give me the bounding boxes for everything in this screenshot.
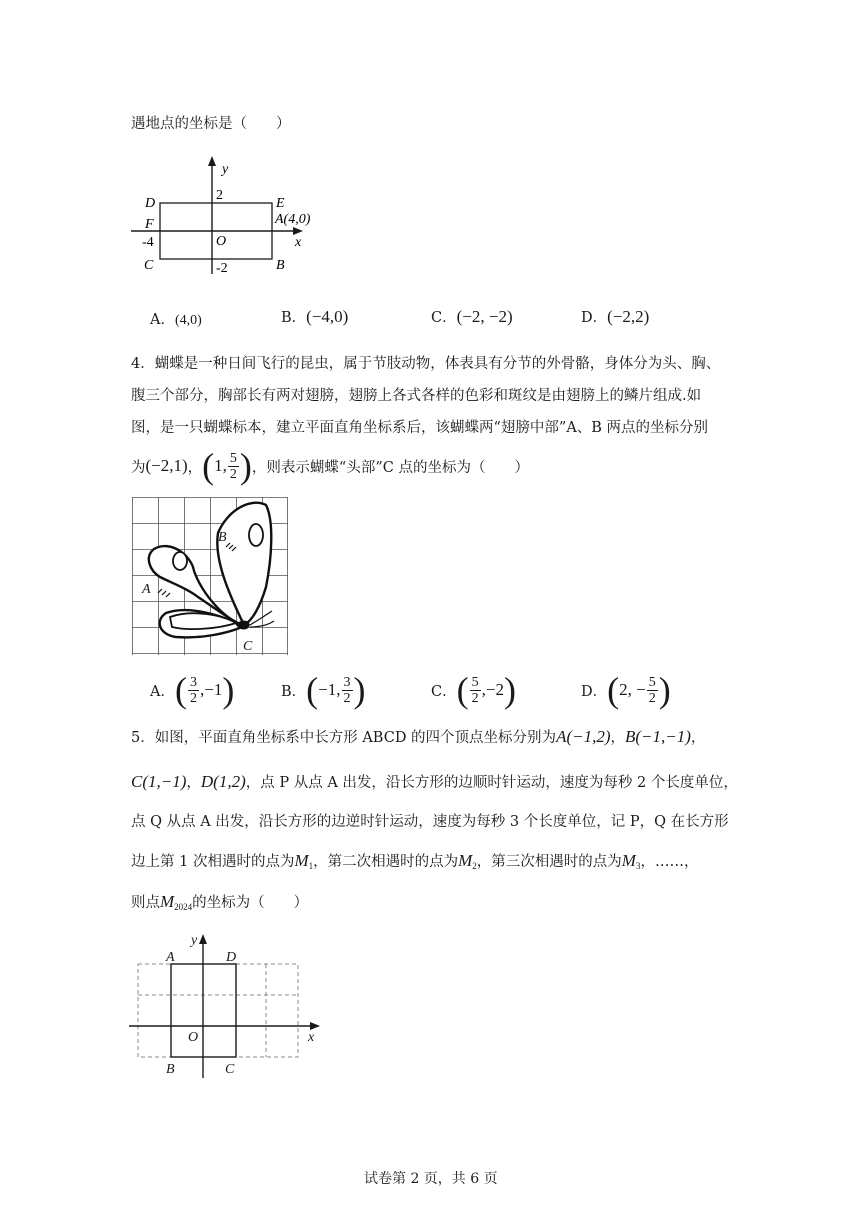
- fig3-label-C: C: [225, 1062, 235, 1077]
- butterfly-label-C: C: [243, 639, 253, 654]
- question-3-tail: 遇地点的坐标是（ ）: [131, 116, 291, 132]
- label-A: A(4,0): [275, 212, 311, 227]
- label-E: E: [276, 196, 285, 211]
- label-F: F: [145, 217, 154, 232]
- q5-line-2: C(1,−1)，D(1,2)，点 P 从点 A 出发，沿长方形的边顺时针运动，速度为每秒 2 个长度单位，: [131, 772, 738, 791]
- y-axis-label: y: [222, 162, 229, 177]
- butterfly-label-A: A: [142, 582, 151, 597]
- q3-option-d[interactable]: D．(−2,2): [581, 307, 650, 326]
- q4-option-a[interactable]: A． ( $\frac{3}{2}$ ,−1 ): [150, 670, 235, 710]
- butterfly-label-B: B: [218, 530, 227, 545]
- q5-coordinate-figure: [126, 928, 328, 1086]
- q5-line-5: 则点$M_{2024}$的坐标为（ ）: [131, 892, 309, 912]
- x-axis-label: x: [295, 235, 302, 250]
- butterfly-grid-figure: [132, 497, 290, 657]
- coord-A: (−2,1): [145, 456, 188, 475]
- label-O: O: [216, 234, 227, 249]
- fig3-label-O: O: [188, 1030, 199, 1045]
- q3-option-a[interactable]: A．(4,0): [150, 312, 202, 328]
- label-2: 2: [216, 188, 223, 203]
- q3-option-b[interactable]: B．(−4,0): [281, 307, 349, 326]
- q4-option-c[interactable]: C． ( $\frac{5}{2}$ ,−2 ): [431, 670, 516, 710]
- q4-option-b[interactable]: B． ( −1, $\frac{3}{2}$ ): [281, 670, 366, 710]
- q5-line-1: 5．如图，平面直角坐标系中长方形 ABCD 的四个顶点坐标分别为A(−1,2)，B(−1,−1)，: [131, 727, 706, 746]
- label-D: D: [145, 196, 156, 211]
- q4-line-4: 为 (−2,1) ， ( 1, $\frac{5}{2}$ ) ，则表示蝴蝶“头部”C 点的坐标为（ ）: [131, 446, 529, 486]
- q4-line-2: 腹三个部分，胸部长有两对翅膀，翅膀上各式各样的色彩和斑纹是由翅膀上的鳞片组成.如: [131, 388, 702, 404]
- fig3-label-A: A: [166, 950, 175, 965]
- q4-line-3: 图，是一只蝴蝶标本，建立平面直角坐标系后，该蝴蝶两“翅膀中部”A、B 两点的坐标分别: [131, 420, 709, 436]
- q3-coordinate-figure: [128, 150, 338, 280]
- q5-line-4: 边上第 1 次相遇时的点为$M_1$，第二次相遇时的点为$M_2$，第三次相遇时的点为$M_3$，……，: [131, 851, 699, 871]
- label-C: C: [144, 258, 154, 273]
- fig3-y-label: y: [191, 933, 198, 948]
- q4-option-d[interactable]: D． ( 2, − $\frac{5}{2}$ ): [581, 670, 671, 710]
- fig3-x-label: x: [308, 1030, 315, 1045]
- page-footer: 试卷第 2 页，共 6 页: [364, 1171, 498, 1187]
- label-neg4: -4: [142, 235, 154, 250]
- q3-option-c[interactable]: C．(−2, −2): [431, 307, 513, 326]
- label-B: B: [276, 258, 285, 273]
- fig3-label-B: B: [166, 1062, 175, 1077]
- fig3-label-D: D: [226, 950, 237, 965]
- label-neg2: -2: [216, 261, 228, 276]
- q5-line-3: 点 Q 从点 A 出发，沿长方形的边逆时针运动，速度为每秒 3 个长度单位，记 P，Q 在长方形: [131, 814, 729, 830]
- q4-line-1: 4．蝴蝶是一种日间飞行的昆虫，属于节肢动物，体表具有分节的外骨骼，身体分为头、胸、: [131, 356, 721, 372]
